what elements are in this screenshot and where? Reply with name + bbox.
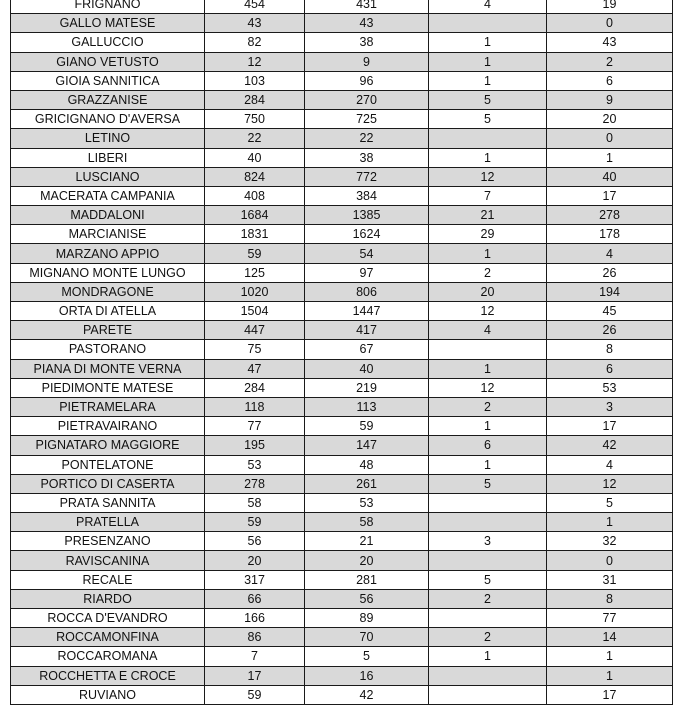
value-col3-cell[interactable]: 12 bbox=[429, 302, 547, 321]
value-col2-cell[interactable]: 70 bbox=[305, 628, 429, 647]
value-col3-cell[interactable]: 20 bbox=[429, 282, 547, 301]
value-col1-cell[interactable]: 43 bbox=[205, 14, 305, 33]
value-col2-cell[interactable]: 772 bbox=[305, 167, 429, 186]
value-col3-cell[interactable] bbox=[429, 609, 547, 628]
value-col1-cell[interactable]: 284 bbox=[205, 90, 305, 109]
value-col1-cell[interactable]: 1504 bbox=[205, 302, 305, 321]
value-col1-cell[interactable]: 59 bbox=[205, 685, 305, 704]
value-col3-cell[interactable]: 5 bbox=[429, 110, 547, 129]
value-col2-cell[interactable]: 1624 bbox=[305, 225, 429, 244]
value-col3-cell[interactable] bbox=[429, 493, 547, 512]
table-row bbox=[11, 167, 673, 186]
value-col4-cell[interactable]: 17 bbox=[547, 417, 673, 436]
value-col4-cell[interactable]: 31 bbox=[547, 570, 673, 589]
table-body bbox=[11, 0, 673, 704]
table-row bbox=[11, 397, 673, 416]
value-col3-cell[interactable]: 2 bbox=[429, 263, 547, 282]
municipality-cell[interactable]: FRIGNANO bbox=[11, 0, 205, 14]
municipality-cell[interactable]: PIANA DI MONTE VERNA bbox=[11, 359, 205, 378]
value-col2-cell[interactable]: 22 bbox=[305, 129, 429, 148]
value-col3-cell[interactable]: 1 bbox=[429, 52, 547, 71]
table-row bbox=[11, 14, 673, 33]
value-col4-cell[interactable]: 8 bbox=[547, 589, 673, 608]
table-row bbox=[11, 302, 673, 321]
value-col2-cell[interactable]: 54 bbox=[305, 244, 429, 263]
value-col4-cell[interactable]: 0 bbox=[547, 129, 673, 148]
value-col1-cell[interactable]: 1020 bbox=[205, 282, 305, 301]
value-col2-cell[interactable]: 5 bbox=[305, 647, 429, 666]
municipality-cell[interactable]: PIETRAMELARA bbox=[11, 397, 205, 416]
value-col3-cell[interactable]: 1 bbox=[429, 417, 547, 436]
municipality-cell[interactable]: MONDRAGONE bbox=[11, 282, 205, 301]
value-col2-cell[interactable]: 16 bbox=[305, 666, 429, 685]
value-col1-cell[interactable]: 56 bbox=[205, 532, 305, 551]
value-col1-cell[interactable]: 195 bbox=[205, 436, 305, 455]
value-col3-cell[interactable]: 7 bbox=[429, 186, 547, 205]
table-row bbox=[11, 474, 673, 493]
value-col3-cell[interactable]: 5 bbox=[429, 570, 547, 589]
value-col4-cell[interactable]: 19 bbox=[547, 0, 673, 14]
table-row bbox=[11, 52, 673, 71]
value-col2-cell[interactable]: 40 bbox=[305, 359, 429, 378]
spreadsheet-sheet bbox=[10, 0, 672, 705]
table-row bbox=[11, 71, 673, 90]
municipality-cell[interactable]: ROCCHETTA E CROCE bbox=[11, 666, 205, 685]
value-col1-cell[interactable]: 166 bbox=[205, 609, 305, 628]
value-col3-cell[interactable] bbox=[429, 513, 547, 532]
value-col1-cell[interactable]: 125 bbox=[205, 263, 305, 282]
value-col4-cell[interactable]: 45 bbox=[547, 302, 673, 321]
value-col2-cell[interactable]: 21 bbox=[305, 532, 429, 551]
value-col3-cell[interactable]: 1 bbox=[429, 71, 547, 90]
municipality-cell[interactable]: RIARDO bbox=[11, 589, 205, 608]
value-col1-cell[interactable]: 22 bbox=[205, 129, 305, 148]
value-col4-cell[interactable]: 178 bbox=[547, 225, 673, 244]
municipality-cell[interactable]: MADDALONI bbox=[11, 206, 205, 225]
municipality-cell[interactable]: PONTELATONE bbox=[11, 455, 205, 474]
value-col1-cell[interactable]: 75 bbox=[205, 340, 305, 359]
value-col4-cell[interactable]: 32 bbox=[547, 532, 673, 551]
municipality-cell[interactable]: RAVISCANINA bbox=[11, 551, 205, 570]
value-col1-cell[interactable]: 454 bbox=[205, 0, 305, 14]
value-col3-cell[interactable] bbox=[429, 685, 547, 704]
municipality-data-table bbox=[10, 0, 673, 705]
value-col2-cell[interactable]: 38 bbox=[305, 33, 429, 52]
value-col2-cell[interactable]: 89 bbox=[305, 609, 429, 628]
value-col1-cell[interactable]: 118 bbox=[205, 397, 305, 416]
value-col1-cell[interactable]: 408 bbox=[205, 186, 305, 205]
value-col1-cell[interactable]: 40 bbox=[205, 148, 305, 167]
value-col4-cell[interactable]: 26 bbox=[547, 321, 673, 340]
value-col2-cell[interactable]: 431 bbox=[305, 0, 429, 14]
value-col4-cell[interactable]: 3 bbox=[547, 397, 673, 416]
value-col3-cell[interactable]: 1 bbox=[429, 455, 547, 474]
value-col4-cell[interactable]: 17 bbox=[547, 685, 673, 704]
value-col2-cell[interactable]: 97 bbox=[305, 263, 429, 282]
table-row bbox=[11, 532, 673, 551]
value-col3-cell[interactable]: 12 bbox=[429, 167, 547, 186]
municipality-cell[interactable]: GALLUCCIO bbox=[11, 33, 205, 52]
value-col3-cell[interactable] bbox=[429, 666, 547, 685]
municipality-cell[interactable]: PIEDIMONTE MATESE bbox=[11, 378, 205, 397]
table-row bbox=[11, 589, 673, 608]
value-col1-cell[interactable]: 17 bbox=[205, 666, 305, 685]
value-col4-cell[interactable]: 42 bbox=[547, 436, 673, 455]
table-row bbox=[11, 455, 673, 474]
value-col2-cell[interactable]: 261 bbox=[305, 474, 429, 493]
value-col1-cell[interactable]: 824 bbox=[205, 167, 305, 186]
municipality-cell[interactable]: ROCCA D'EVANDRO bbox=[11, 609, 205, 628]
value-col2-cell[interactable]: 417 bbox=[305, 321, 429, 340]
value-col2-cell[interactable]: 384 bbox=[305, 186, 429, 205]
value-col1-cell[interactable]: 12 bbox=[205, 52, 305, 71]
value-col1-cell[interactable]: 278 bbox=[205, 474, 305, 493]
table-row bbox=[11, 244, 673, 263]
municipality-cell[interactable]: PRATA SANNITA bbox=[11, 493, 205, 512]
value-col4-cell[interactable]: 9 bbox=[547, 90, 673, 109]
table-row bbox=[11, 33, 673, 52]
value-col4-cell[interactable]: 0 bbox=[547, 551, 673, 570]
value-col1-cell[interactable]: 7 bbox=[205, 647, 305, 666]
value-col1-cell[interactable]: 82 bbox=[205, 33, 305, 52]
value-col2-cell[interactable]: 20 bbox=[305, 551, 429, 570]
value-col4-cell[interactable]: 6 bbox=[547, 71, 673, 90]
value-col4-cell[interactable]: 14 bbox=[547, 628, 673, 647]
value-col4-cell[interactable]: 1 bbox=[547, 666, 673, 685]
value-col1-cell[interactable]: 59 bbox=[205, 513, 305, 532]
table-row bbox=[11, 666, 673, 685]
value-col4-cell[interactable]: 2 bbox=[547, 52, 673, 71]
value-col4-cell[interactable]: 40 bbox=[547, 167, 673, 186]
table-row bbox=[11, 148, 673, 167]
value-col2-cell[interactable]: 219 bbox=[305, 378, 429, 397]
value-col2-cell[interactable]: 58 bbox=[305, 513, 429, 532]
value-col4-cell[interactable]: 43 bbox=[547, 33, 673, 52]
value-col1-cell[interactable]: 58 bbox=[205, 493, 305, 512]
municipality-cell[interactable]: GALLO MATESE bbox=[11, 14, 205, 33]
value-col4-cell[interactable]: 0 bbox=[547, 14, 673, 33]
municipality-cell[interactable]: RECALE bbox=[11, 570, 205, 589]
value-col3-cell[interactable]: 5 bbox=[429, 90, 547, 109]
value-col2-cell[interactable]: 806 bbox=[305, 282, 429, 301]
table-row bbox=[11, 551, 673, 570]
value-col3-cell[interactable]: 2 bbox=[429, 589, 547, 608]
value-col1-cell[interactable]: 284 bbox=[205, 378, 305, 397]
table-row bbox=[11, 609, 673, 628]
table-row bbox=[11, 628, 673, 647]
value-col4-cell[interactable]: 4 bbox=[547, 455, 673, 474]
value-col3-cell[interactable]: 1 bbox=[429, 148, 547, 167]
value-col2-cell[interactable]: 48 bbox=[305, 455, 429, 474]
municipality-cell[interactable]: LUSCIANO bbox=[11, 167, 205, 186]
municipality-cell[interactable]: MACERATA CAMPANIA bbox=[11, 186, 205, 205]
value-col3-cell[interactable]: 6 bbox=[429, 436, 547, 455]
value-col4-cell[interactable]: 26 bbox=[547, 263, 673, 282]
municipality-cell[interactable]: LETINO bbox=[11, 129, 205, 148]
value-col4-cell[interactable]: 1 bbox=[547, 148, 673, 167]
table-row bbox=[11, 129, 673, 148]
value-col3-cell[interactable] bbox=[429, 340, 547, 359]
value-col4-cell[interactable]: 17 bbox=[547, 186, 673, 205]
table-row bbox=[11, 206, 673, 225]
value-col3-cell[interactable] bbox=[429, 14, 547, 33]
value-col3-cell[interactable]: 1 bbox=[429, 359, 547, 378]
value-col2-cell[interactable]: 725 bbox=[305, 110, 429, 129]
value-col1-cell[interactable]: 20 bbox=[205, 551, 305, 570]
value-col1-cell[interactable]: 77 bbox=[205, 417, 305, 436]
value-col4-cell[interactable]: 12 bbox=[547, 474, 673, 493]
value-col4-cell[interactable]: 5 bbox=[547, 493, 673, 512]
value-col2-cell[interactable]: 67 bbox=[305, 340, 429, 359]
value-col1-cell[interactable]: 750 bbox=[205, 110, 305, 129]
municipality-cell[interactable]: ORTA DI ATELLA bbox=[11, 302, 205, 321]
table-row bbox=[11, 378, 673, 397]
table-row bbox=[11, 282, 673, 301]
municipality-cell[interactable]: MIGNANO MONTE LUNGO bbox=[11, 263, 205, 282]
value-col3-cell[interactable]: 4 bbox=[429, 0, 547, 14]
value-col2-cell[interactable]: 1447 bbox=[305, 302, 429, 321]
value-col2-cell[interactable]: 113 bbox=[305, 397, 429, 416]
municipality-cell[interactable]: PASTORANO bbox=[11, 340, 205, 359]
table-row bbox=[11, 321, 673, 340]
value-col3-cell[interactable]: 5 bbox=[429, 474, 547, 493]
value-col4-cell[interactable]: 8 bbox=[547, 340, 673, 359]
municipality-cell[interactable]: LIBERI bbox=[11, 148, 205, 167]
table-row bbox=[11, 436, 673, 455]
value-col2-cell[interactable]: 38 bbox=[305, 148, 429, 167]
value-col1-cell[interactable]: 66 bbox=[205, 589, 305, 608]
table-row bbox=[11, 493, 673, 512]
value-col4-cell[interactable]: 1 bbox=[547, 647, 673, 666]
value-col3-cell[interactable]: 1 bbox=[429, 647, 547, 666]
value-col3-cell[interactable]: 3 bbox=[429, 532, 547, 551]
municipality-cell[interactable]: PRESENZANO bbox=[11, 532, 205, 551]
municipality-cell[interactable]: PIGNATARO MAGGIORE bbox=[11, 436, 205, 455]
value-col3-cell[interactable]: 21 bbox=[429, 206, 547, 225]
value-col1-cell[interactable]: 59 bbox=[205, 244, 305, 263]
municipality-cell[interactable]: PRATELLA bbox=[11, 513, 205, 532]
value-col4-cell[interactable]: 1 bbox=[547, 513, 673, 532]
table-row bbox=[11, 90, 673, 109]
value-col1-cell[interactable]: 53 bbox=[205, 455, 305, 474]
value-col1-cell[interactable]: 1831 bbox=[205, 225, 305, 244]
value-col1-cell[interactable]: 447 bbox=[205, 321, 305, 340]
value-col2-cell[interactable]: 270 bbox=[305, 90, 429, 109]
value-col3-cell[interactable] bbox=[429, 551, 547, 570]
value-col4-cell[interactable]: 77 bbox=[547, 609, 673, 628]
value-col3-cell[interactable]: 1 bbox=[429, 33, 547, 52]
table-row bbox=[11, 110, 673, 129]
municipality-cell[interactable]: GRICIGNANO D'AVERSA bbox=[11, 110, 205, 129]
value-col2-cell[interactable]: 53 bbox=[305, 493, 429, 512]
value-col2-cell[interactable]: 56 bbox=[305, 589, 429, 608]
value-col1-cell[interactable]: 47 bbox=[205, 359, 305, 378]
value-col2-cell[interactable]: 281 bbox=[305, 570, 429, 589]
table-row bbox=[11, 417, 673, 436]
value-col1-cell[interactable]: 86 bbox=[205, 628, 305, 647]
municipality-cell[interactable]: PIETRAVAIRANO bbox=[11, 417, 205, 436]
value-col3-cell[interactable]: 12 bbox=[429, 378, 547, 397]
value-col4-cell[interactable]: 4 bbox=[547, 244, 673, 263]
value-col3-cell[interactable] bbox=[429, 129, 547, 148]
table-row bbox=[11, 685, 673, 704]
value-col2-cell[interactable]: 59 bbox=[305, 417, 429, 436]
municipality-cell[interactable]: PARETE bbox=[11, 321, 205, 340]
municipality-cell[interactable]: PORTICO DI CASERTA bbox=[11, 474, 205, 493]
table-row bbox=[11, 570, 673, 589]
table-row bbox=[11, 647, 673, 666]
value-col3-cell[interactable]: 2 bbox=[429, 397, 547, 416]
value-col2-cell[interactable]: 96 bbox=[305, 71, 429, 90]
value-col1-cell[interactable]: 103 bbox=[205, 71, 305, 90]
value-col3-cell[interactable]: 29 bbox=[429, 225, 547, 244]
table-row bbox=[11, 340, 673, 359]
municipality-cell[interactable]: MARCIANISE bbox=[11, 225, 205, 244]
value-col2-cell[interactable]: 147 bbox=[305, 436, 429, 455]
municipality-cell[interactable]: GRAZZANISE bbox=[11, 90, 205, 109]
table-row bbox=[11, 359, 673, 378]
value-col2-cell[interactable]: 43 bbox=[305, 14, 429, 33]
municipality-cell[interactable]: RUVIANO bbox=[11, 685, 205, 704]
municipality-cell[interactable]: GIOIA SANNITICA bbox=[11, 71, 205, 90]
table-row bbox=[11, 513, 673, 532]
value-col2-cell[interactable]: 42 bbox=[305, 685, 429, 704]
municipality-cell[interactable]: MARZANO APPIO bbox=[11, 244, 205, 263]
value-col4-cell[interactable]: 194 bbox=[547, 282, 673, 301]
municipality-cell[interactable]: GIANO VETUSTO bbox=[11, 52, 205, 71]
value-col1-cell[interactable]: 317 bbox=[205, 570, 305, 589]
value-col3-cell[interactable]: 4 bbox=[429, 321, 547, 340]
table-row bbox=[11, 225, 673, 244]
value-col4-cell[interactable]: 20 bbox=[547, 110, 673, 129]
value-col2-cell[interactable]: 9 bbox=[305, 52, 429, 71]
municipality-cell[interactable]: ROCCAMONFINA bbox=[11, 628, 205, 647]
table-row bbox=[11, 263, 673, 282]
value-col4-cell[interactable]: 278 bbox=[547, 206, 673, 225]
value-col2-cell[interactable]: 1385 bbox=[305, 206, 429, 225]
value-col4-cell[interactable]: 6 bbox=[547, 359, 673, 378]
value-col1-cell[interactable]: 1684 bbox=[205, 206, 305, 225]
value-col3-cell[interactable]: 1 bbox=[429, 244, 547, 263]
value-col4-cell[interactable]: 53 bbox=[547, 378, 673, 397]
table-row bbox=[11, 186, 673, 205]
value-col3-cell[interactable]: 2 bbox=[429, 628, 547, 647]
municipality-cell[interactable]: ROCCAROMANA bbox=[11, 647, 205, 666]
table-row bbox=[11, 0, 673, 14]
